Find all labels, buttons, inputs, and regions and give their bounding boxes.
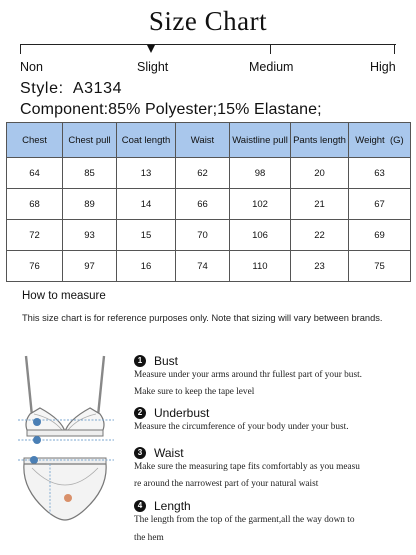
- stretch-scale-line: [20, 44, 396, 45]
- number-badge-icon: 3: [134, 447, 146, 459]
- measure-title: Underbust: [154, 405, 210, 420]
- number-badge-icon: 1: [134, 355, 146, 367]
- style-code: A3134: [72, 80, 123, 97]
- table-cell: 16: [117, 251, 176, 282]
- table-cell: 76: [7, 251, 63, 282]
- table-cell: 64: [7, 158, 63, 189]
- table-cell: 70: [176, 220, 230, 251]
- table-cell: 93: [63, 220, 117, 251]
- table-cell: 13: [117, 158, 176, 189]
- measure-desc: Make sure the measuring tape fits comfortably as you measu: [134, 462, 360, 472]
- table-cell: 85: [63, 158, 117, 189]
- scale-level-slight: Slight: [137, 60, 169, 74]
- style-label: Style:: [20, 80, 64, 97]
- size-table: [6, 122, 411, 282]
- scale-level-high: High: [370, 60, 396, 74]
- table-cell: 15: [117, 220, 176, 251]
- measure-desc: The length from the top of the garment,all the way down to: [134, 515, 355, 525]
- stretch-marker-icon: [147, 45, 155, 53]
- table-cell: 89: [63, 189, 117, 220]
- table-row: [7, 220, 411, 251]
- table-cell: 63: [349, 158, 411, 189]
- table-cell: 21: [291, 189, 349, 220]
- scale-level-medium: Medium: [249, 60, 294, 74]
- header-waistline-pull: Waistline pull: [230, 123, 291, 158]
- style-line: [20, 80, 122, 98]
- table-cell: 62: [176, 158, 230, 189]
- table-row: [7, 158, 411, 189]
- table-cell: 97: [63, 251, 117, 282]
- table-cell: 102: [230, 189, 291, 220]
- scale-tick: [394, 44, 395, 54]
- header-pants-length: Pants length: [291, 123, 349, 158]
- bust-point-icon: [33, 418, 41, 426]
- table-cell: 22: [291, 220, 349, 251]
- number-badge-icon: 4: [134, 500, 146, 512]
- scale-tick: [270, 44, 271, 54]
- table-cell: 98: [230, 158, 291, 189]
- table-cell: 75: [349, 251, 411, 282]
- measure-desc: the hem: [134, 533, 164, 543]
- table-cell: 74: [176, 251, 230, 282]
- header-chest-pull: Chest pull: [63, 123, 117, 158]
- table-cell: 69: [349, 220, 411, 251]
- table-cell: 106: [230, 220, 291, 251]
- waist-point-icon: [30, 456, 38, 464]
- scale-tick: [20, 44, 21, 54]
- table-cell: 110: [230, 251, 291, 282]
- length-point-icon: [64, 494, 72, 502]
- table-cell: 68: [7, 189, 63, 220]
- page-title: Size Chart: [148, 6, 268, 36]
- measure-desc: re around the narrowest part of your natural waist: [134, 479, 319, 489]
- measure-desc: Measure the circumference of your body under your bust.: [134, 422, 349, 432]
- stretch-scale: [20, 44, 396, 58]
- measure-title: Waist: [154, 445, 184, 460]
- disclaimer-text: This size chart is for reference purposes only. Note that sizing will vary between brands.: [22, 313, 383, 323]
- header-chest: Chest: [7, 123, 63, 158]
- table-row: [7, 189, 411, 220]
- table-cell: 67: [349, 189, 411, 220]
- measure-title: Bust: [154, 353, 179, 368]
- component-line: Component:85% Polyester;15% Elastane;: [20, 101, 322, 118]
- measure-title: Length: [154, 498, 191, 513]
- header-waist: Waist: [176, 123, 230, 158]
- table-header-row: [7, 123, 411, 158]
- how-to-measure-heading: How to measure: [22, 290, 106, 302]
- header-weight: Weight (G): [349, 123, 411, 158]
- table-cell: 14: [117, 189, 176, 220]
- table-row: [7, 251, 411, 282]
- number-badge-icon: 2: [134, 407, 146, 419]
- garment-measure-illustration: [12, 352, 122, 552]
- measure-desc: Make sure to keep the tape level: [134, 387, 255, 397]
- table-cell: 20: [291, 158, 349, 189]
- table-cell: 23: [291, 251, 349, 282]
- header-coat-length: Coat length: [117, 123, 176, 158]
- table-cell: 66: [176, 189, 230, 220]
- underbust-point-icon: [33, 436, 41, 444]
- scale-level-non: Non: [20, 60, 43, 74]
- measure-desc: Measure under your arms around thr fullest part of your bust.: [134, 370, 362, 380]
- table-cell: 72: [7, 220, 63, 251]
